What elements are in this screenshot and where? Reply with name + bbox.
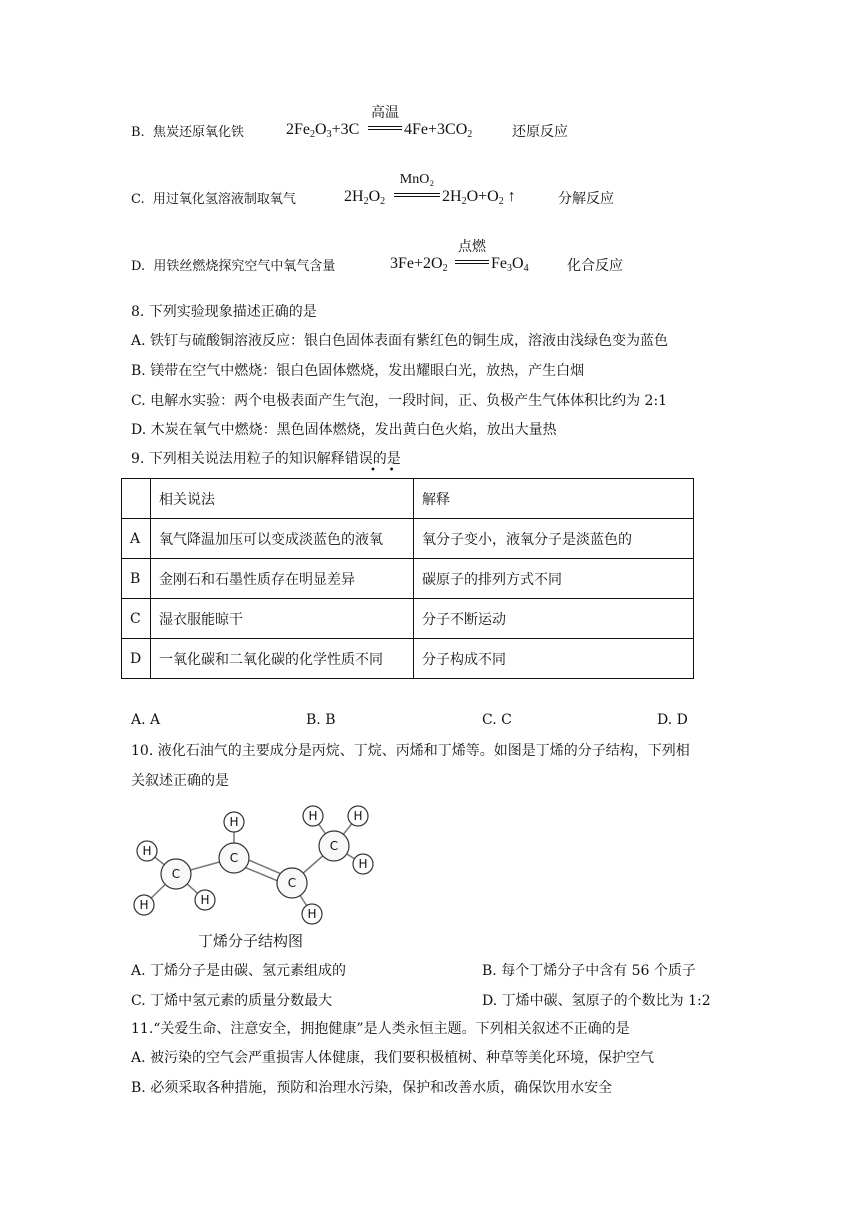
q8-stem: 8. 下列实验现象描述正确的是	[131, 304, 317, 320]
q7-option-b-equation-right: $4Fe+3CO_2$	[404, 121, 473, 140]
q7-option-b-condition: 高温	[371, 105, 399, 121]
carbon-atom-label: C	[229, 851, 239, 865]
q10-option-d: D. 丁烯中碳、氢原子的个数比为 1:2	[482, 993, 711, 1009]
carbon-atom-label: C	[329, 839, 339, 853]
table-cell: 一氧化碳和二氧化碳的化学性质不同	[151, 639, 414, 679]
hydrogen-atom-label: H	[229, 815, 239, 829]
table-header-cell: 相关说法	[151, 479, 414, 519]
q7-option-b-equation-left: $2Fe_2O_3+3C$	[286, 121, 360, 140]
q7-option-d-type: 化合反应	[567, 258, 623, 274]
q10-stem-line2: 关叙述正确的是	[131, 773, 229, 789]
q8-option-d: D. 木炭在氧气中燃烧：黑色固体燃烧，发出黄白色火焰，放出大量热	[131, 422, 557, 438]
q9-option-a: A. A	[131, 712, 161, 728]
hydrogen-atom-label: H	[358, 857, 368, 871]
hydrogen-atom-label: H	[200, 893, 210, 907]
q10-option-a: A. 丁烯分子是由碳、氢元素组成的	[131, 963, 347, 979]
q7-option-c-equation-left: $2H_2O_2$	[344, 188, 386, 207]
carbon-atom-label: C	[171, 867, 181, 881]
butene-molecule-diagram	[128, 800, 380, 930]
hydrogen-atom-label: H	[142, 844, 152, 858]
q7-option-d-label: D. 用铁丝燃烧探究空气中氧气含量	[131, 259, 336, 274]
table-cell: 氧气降温加压可以变成淡蓝色的液氧	[151, 519, 414, 559]
hydrogen-atom-label: H	[308, 809, 318, 823]
q11-option-b: B. 必须采取各种措施，预防和治理水污染，保护和改善水质，确保饮用水安全	[131, 1080, 613, 1096]
table-header-row	[122, 479, 694, 519]
table-row	[122, 599, 694, 639]
q10-option-b: B. 每个丁烯分子中含有 56 个质子	[482, 963, 696, 979]
table-cell: B	[122, 559, 151, 599]
q7-option-b-type: 还原反应	[512, 124, 568, 140]
table-header-cell: 解释	[414, 479, 694, 519]
q7-option-d-condition: 点燃	[458, 239, 486, 255]
q10-stem-line1: 10. 液化石油气的主要成分是丙烷、丁烷、丙烯和丁烯等。如图是丁烯的分子结构，下列相	[131, 743, 690, 759]
q7-option-b-label: B. 焦炭还原氧化铁	[131, 125, 244, 140]
q7-option-d-equation-left: $3Fe+2O_2$	[390, 255, 448, 274]
q11-option-a: A. 被污染的空气会严重损害人体健康，我们要积极植树、种草等美化环境，保护空气	[131, 1050, 655, 1066]
q8-option-b: B. 镁带在空气中燃烧：银白色固体燃烧，发出耀眼白光，放热，产生白烟	[131, 363, 585, 379]
molecule-caption: 丁烯分子结构图	[198, 932, 304, 950]
q9-option-d: D. D	[657, 712, 688, 728]
hydrogen-atom-label: H	[353, 809, 363, 823]
q7-option-d-equation-right: $Fe_3O_4$	[491, 255, 529, 274]
table-row	[122, 519, 694, 559]
q8-option-c: C. 电解水实验：两个电极表面产生气泡，一段时间，正、负极产生气体体积比约为 2:1	[131, 393, 668, 409]
q9-option-b: B. B	[306, 712, 336, 728]
table-cell: A	[122, 519, 151, 559]
carbon-atom-label: C	[287, 876, 297, 890]
q7-option-c-label: C. 用过氧化氢溶液制取氧气	[131, 192, 296, 207]
q9-stem: 9. 下列相关说法用粒子的知识解释错误的是	[131, 451, 401, 467]
q7-option-c-condition: MnO₂	[399, 172, 435, 187]
q7-option-c-type: 分解反应	[558, 191, 614, 207]
q9-table	[121, 478, 694, 679]
table-cell: 碳原子的排列方式不同	[414, 559, 694, 599]
q7-option-d-equals	[455, 260, 489, 264]
table-cell: 分子不断运动	[414, 599, 694, 639]
table-row	[122, 559, 694, 599]
table-cell: C	[122, 599, 151, 639]
q7-option-b-equals	[368, 126, 402, 130]
q9-option-c: C. C	[482, 712, 512, 728]
table-cell: 氧分子变小，液氧分子是淡蓝色的	[414, 519, 694, 559]
table-row	[122, 639, 694, 679]
hydrogen-atom-label: H	[139, 898, 149, 912]
q8-option-a: A. 铁钉与硫酸铜溶液反应：银白色固体表面有紫红色的铜生成，溶液由浅绿色变为蓝色	[131, 333, 669, 349]
table-cell: 湿衣服能晾干	[151, 599, 414, 639]
q10-option-c: C. 丁烯中氢元素的质量分数最大	[131, 993, 333, 1009]
table-cell: 金刚石和石墨性质存在明显差异	[151, 559, 414, 599]
table-cell: D	[122, 639, 151, 679]
table-header-cell	[122, 479, 151, 519]
table-cell: 分子构成不同	[414, 639, 694, 679]
hydrogen-atom-label: H	[307, 907, 317, 921]
q11-stem: 11.“关爱生命、注意安全，拥抱健康”是人类永恒主题。下列相关叙述不正确的是	[131, 1021, 630, 1037]
q7-option-c-equals	[394, 193, 440, 197]
emphasis-dots: • •	[370, 465, 395, 476]
q7-option-c-equation-right: $2H_2O+O_2$ ↑	[442, 188, 516, 207]
